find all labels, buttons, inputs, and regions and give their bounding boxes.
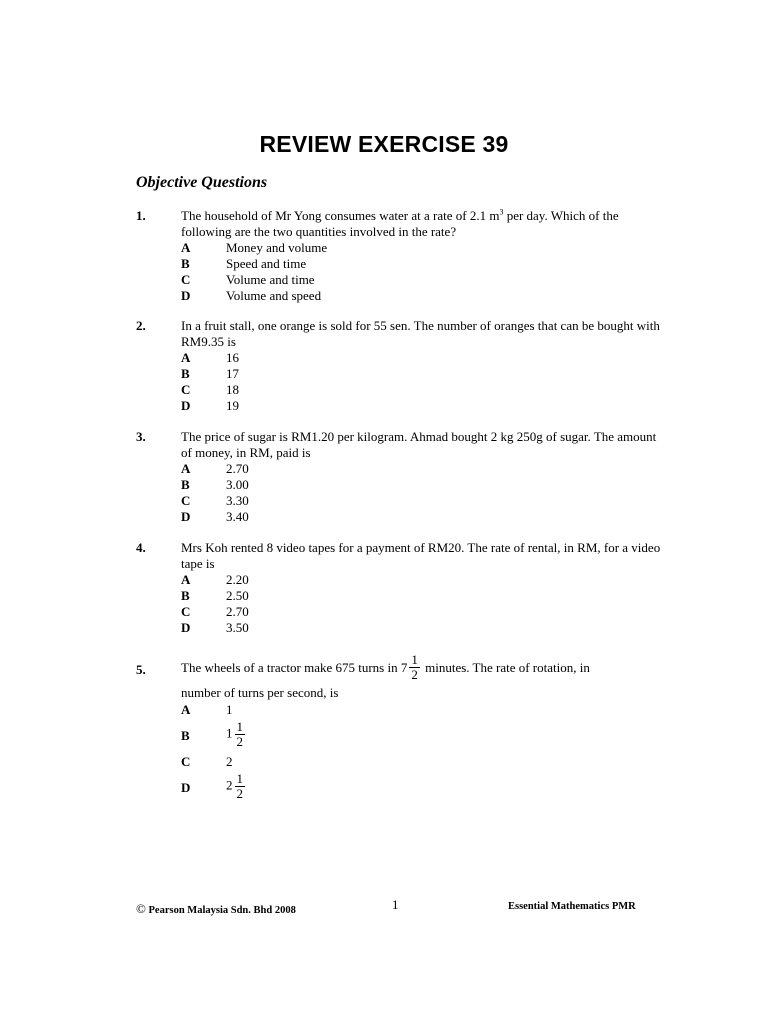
question-text: The price of sugar is RM1.20 per kilogram. Ahmad bought 2 kg 250g of sugar. The amount of money, in RM, paid is [181,429,657,460]
fraction: $\frac{1}{2}$ [236,771,243,801]
option-letter: A [181,240,191,255]
option-text: 3.40 [226,509,249,524]
question-number: 5. [136,662,146,677]
option-letter: C [181,272,191,287]
option-text: 2 [226,754,233,769]
option-text: 2.50 [226,588,249,603]
option-letter: A [181,350,191,365]
option-letter: B [181,256,190,271]
option-letter: C [181,604,191,619]
copyright-icon: © [136,901,146,916]
option-letter: C [181,382,191,397]
option-letter: D [181,398,191,413]
option-text: Speed and time [226,256,307,271]
footer-publisher: Pearson Malaysia Sdn. Bhd 2008 [148,905,296,916]
option-text: 3.50 [226,620,249,635]
option-letter: A [181,461,191,476]
option-text: Volume and time [226,272,315,287]
question-number: 3. [136,429,146,444]
option-text: 2.70 [226,461,249,476]
option-letter: D [181,620,191,635]
option-text: 3.30 [226,493,249,508]
page-number: 1 [392,897,399,912]
option-letter: A [181,702,191,717]
option-text: 2 $\frac{1}{2}$ [226,771,243,801]
fraction: $\frac{1}{2}$ [236,719,243,749]
section-heading: Objective Questions [136,174,268,191]
option-letter: B [181,728,190,743]
question-text: Mrs Koh rented 8 video tapes for a payment of RM20. The rate of rental, in RM, for a video tape is [181,540,661,571]
question-text: In a fruit stall, one orange is sold for 55 sen. The number of oranges that can be bought with RM9.35 is [181,318,660,349]
question-number: 4. [136,540,146,555]
footer-copyright [136,901,296,917]
option-letter: B [181,366,190,381]
option-text: 3.00 [226,477,249,492]
option-letter: C [181,754,191,769]
option-letter: D [181,780,191,795]
question-number: 2. [136,318,146,333]
option-text: 17 [226,366,239,381]
question-number: 1. [136,208,146,223]
option-letter: D [181,509,191,524]
option-letter: D [181,288,191,303]
option-text: 16 [226,350,239,365]
option-text: 1 [226,702,233,717]
option-letter: B [181,477,190,492]
option-text: 18 [226,382,239,397]
option-text: Volume and speed [226,288,322,303]
question-text: The household of Mr Yong consumes water at a rate of 2.1 $m^3$ per day. Which of the following are the two quantities involved in the rate? [181,207,619,239]
question-text: The wheels of a tractor make 675 turns in 7 $\frac{1}{2}$ minutes. The rate of rotation, in number of turns per second, is [181,652,590,700]
option-letter: C [181,493,191,508]
fraction: $\frac{1}{2}$ [411,652,418,682]
option-text: 2.70 [226,604,249,619]
option-text: 2.20 [226,572,249,587]
option-text: Money and volume [226,240,328,255]
page-title: REVIEW EXERCISE 39 [259,131,509,157]
footer-book-title: Essential Mathematics PMR [508,901,636,912]
option-text: 1 $\frac{1}{2}$ [226,719,243,749]
option-text: 19 [226,398,239,413]
option-letter: B [181,588,190,603]
option-letter: A [181,572,191,587]
